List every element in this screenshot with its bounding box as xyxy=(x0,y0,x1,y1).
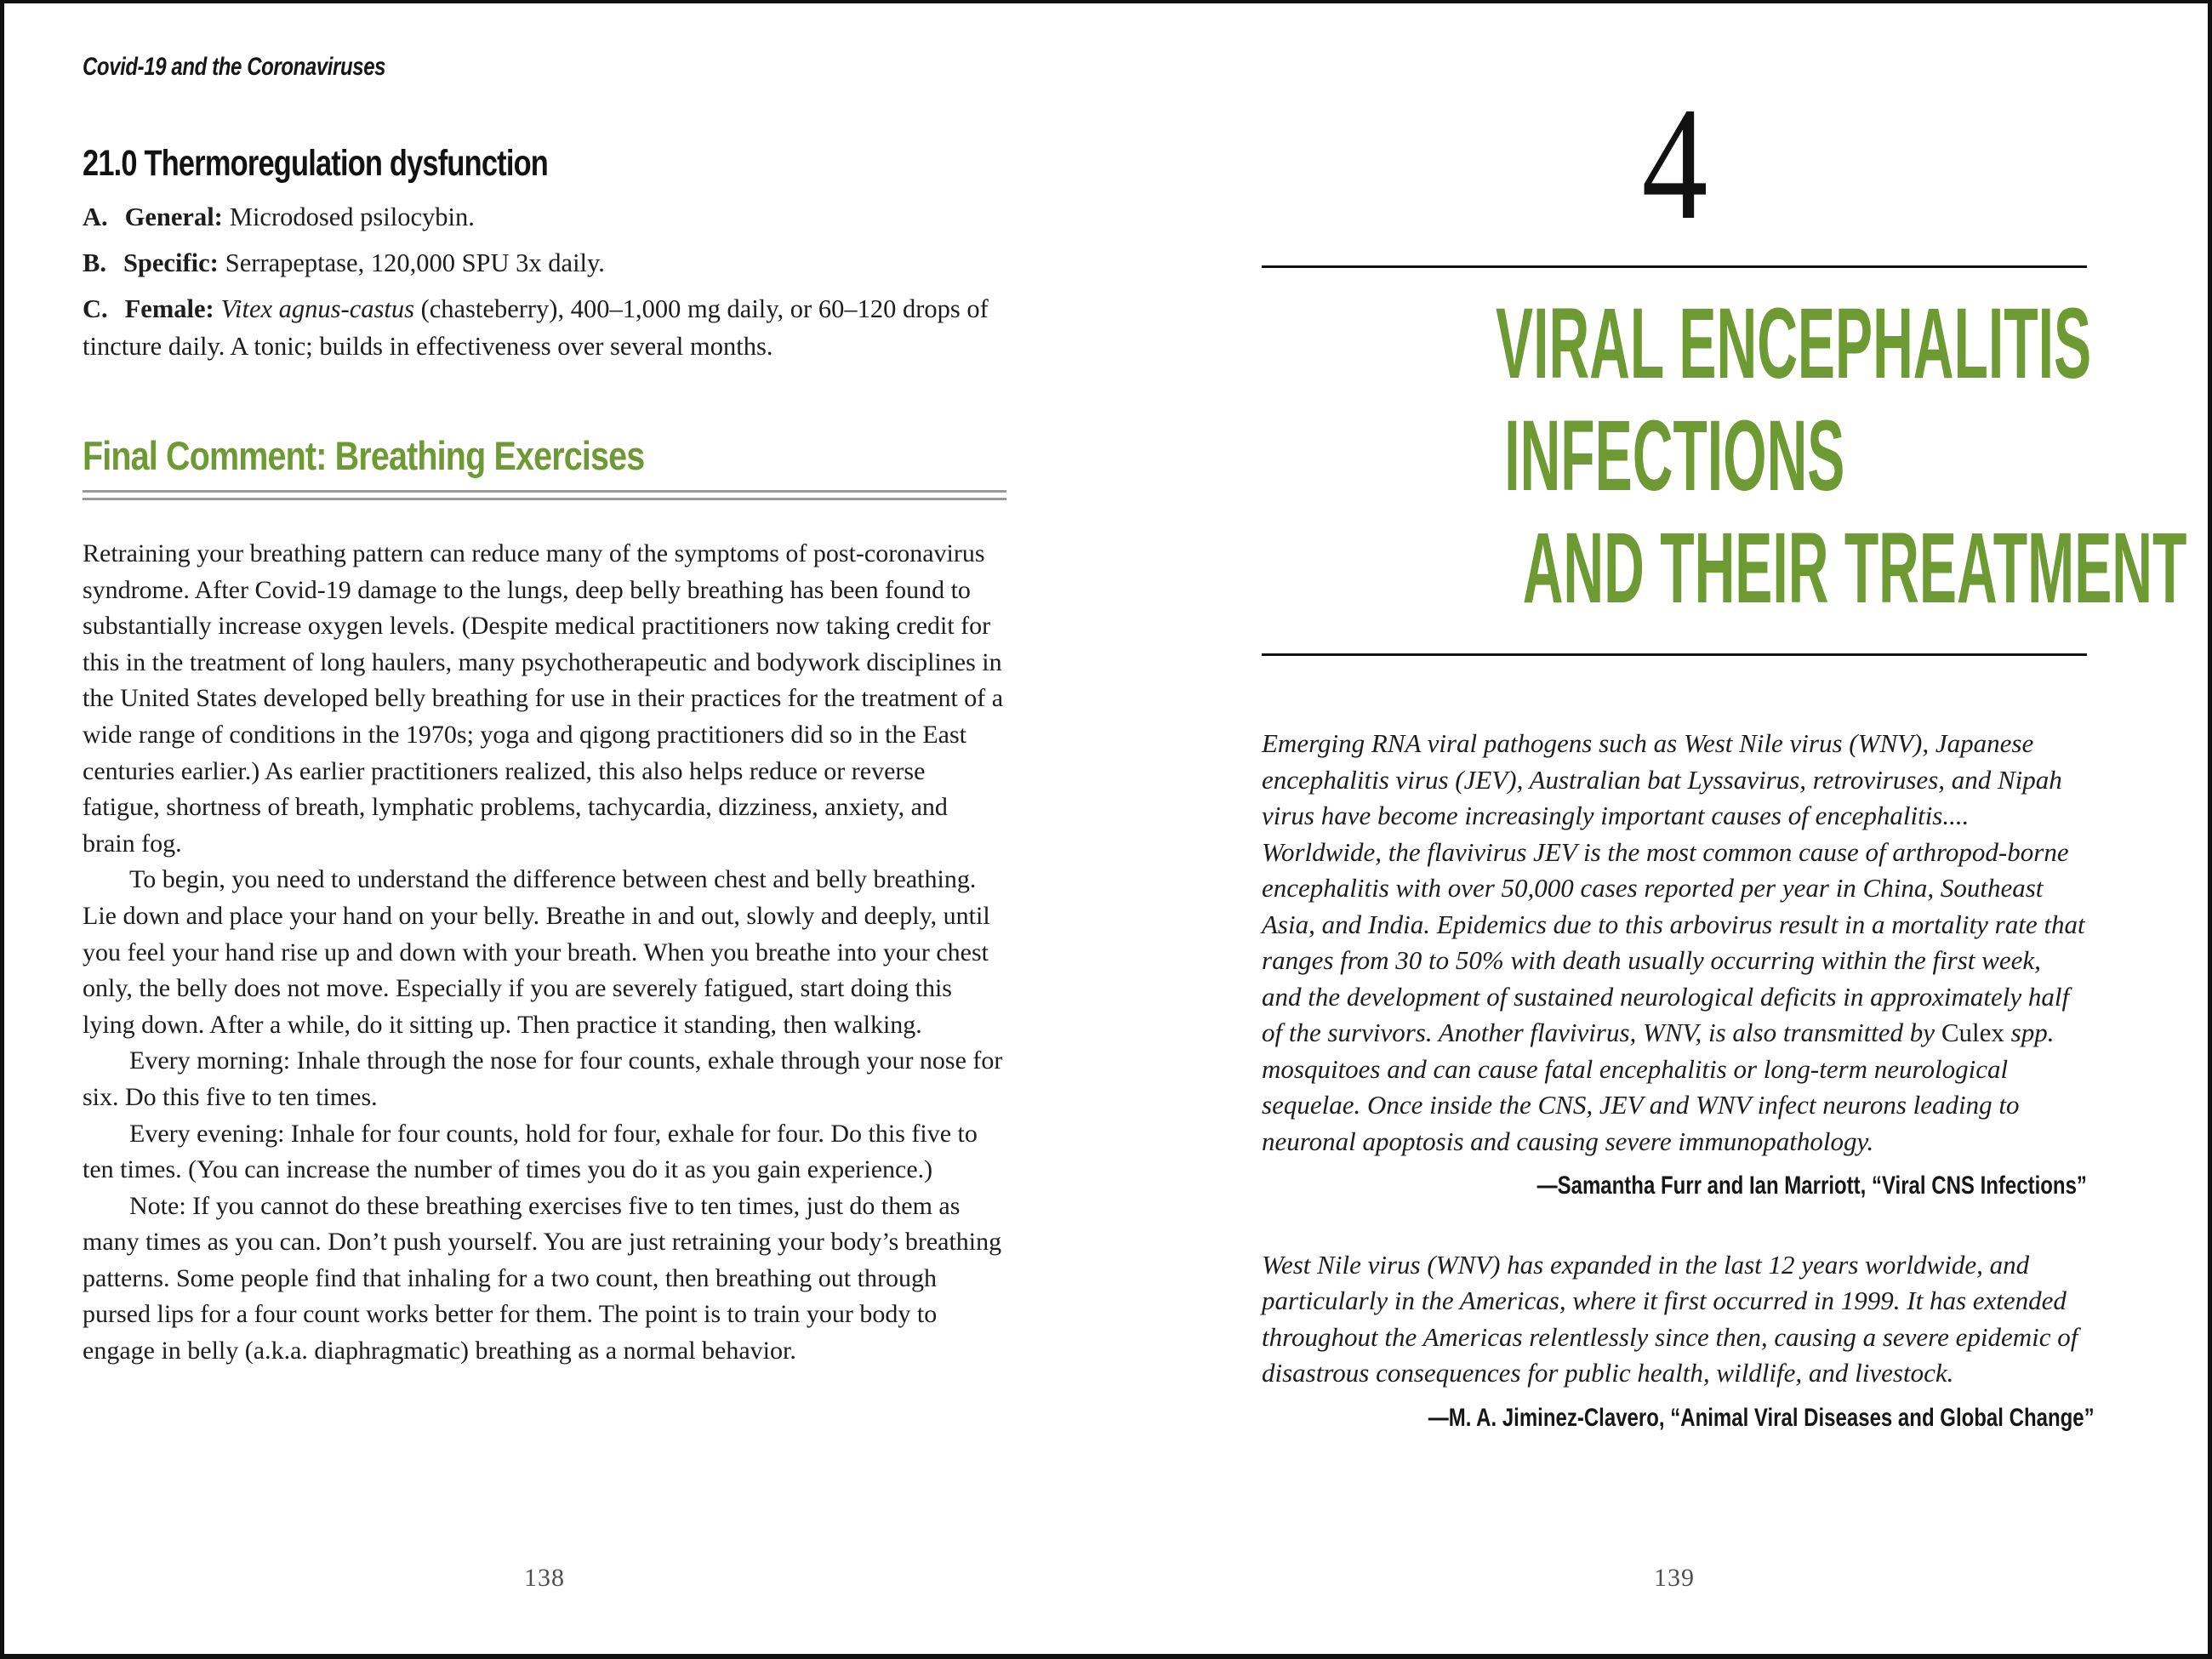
item-label: C. xyxy=(83,294,108,323)
section-heading xyxy=(83,143,664,185)
item-text: Serrapeptase, 120,000 SPU 3x daily. xyxy=(225,248,605,277)
chapter-title-line xyxy=(1262,288,2092,400)
running-head-text: Covid-19 and the Coronaviruses xyxy=(83,53,386,81)
page-number-right: 139 xyxy=(1654,1564,1695,1592)
remedy-list xyxy=(83,198,1006,373)
running-head xyxy=(83,53,461,82)
item-term: Female: xyxy=(124,294,214,323)
chapter-number-text: 4 xyxy=(1641,75,1707,254)
epigraph-block xyxy=(1262,726,2095,1436)
list-item-b xyxy=(83,244,1006,282)
rule-line xyxy=(83,498,1006,500)
item-term: General: xyxy=(124,202,223,231)
chapter-title-text: AND THEIR TREATMENT xyxy=(1522,512,2187,624)
chapter-title-line xyxy=(1262,400,2087,512)
title-rule-top xyxy=(1262,265,2087,268)
paragraph: Every evening: Inhale for four counts, hold for four, exhale for four. Do this five to ten times. (You can increase the number of times you do it as you gain experience.) xyxy=(83,1119,978,1184)
chapter-title-line xyxy=(1262,512,2187,624)
epigraph-2: West Nile virus (WNV) has expanded in the last 12 years worldwide, and particularly in the Americas, where it first occurred in 1999. It has extended throughout the Americas relentlessly since then, causing a severe epidemic of disastrous consequences for public health, wildlife, and livestock. xyxy=(1262,1249,2078,1388)
genus-name: Culex xyxy=(1941,1018,2004,1047)
page-number-left: 138 xyxy=(524,1564,565,1592)
scan-border-right xyxy=(2208,0,2212,1659)
scan-border-left xyxy=(0,0,4,1659)
epigraph-text: Emerging RNA viral pathogens such as West Nile virus (WNV), Japanese encephalitis virus (JEV), Australian bat Lyssavirus, retroviruses, and Nipah virus have become increasingly important causes of encephalitis.... Worldwide, the flavivirus JEV is the most common cause of arthropod-borne encephalitis with over 50,000 cases reported per year in China, Southeast Asia, and India. Epidemics due to this arbovirus result in a mortality rate that ranges from 30 to 50% with death usually occurring within the first week, and the development of sustained neurological deficits in approximately half of the survivors. Another flavivirus, WNV, is also transmitted by xyxy=(1262,728,2085,1047)
paragraph: Every morning: Inhale through the nose for four counts, exhale through your nose for six. Do this five to ten times. xyxy=(83,1046,1003,1111)
subsection-heading-text: Final Comment: Breathing Exercises xyxy=(83,433,645,478)
attribution-text: —Samantha Furr and Ian Marriott, “Viral CNS Infections” xyxy=(1536,1172,2087,1200)
rule-line xyxy=(83,490,1006,493)
double-rule xyxy=(83,490,1006,505)
title-rule-bottom xyxy=(1262,653,2087,656)
list-item-c xyxy=(83,290,1006,365)
item-latin-name: Vitex agnus-castus xyxy=(220,294,414,323)
scan-border-top xyxy=(0,0,2212,3)
subsection-heading xyxy=(83,432,751,479)
chapter-title-text: VIRAL ENCEPHALITIS xyxy=(1496,288,2092,400)
chapter-title xyxy=(1262,288,2187,624)
item-label: B. xyxy=(83,248,106,277)
section-heading-text: 21.0 Thermoregulation dysfunction xyxy=(83,143,549,184)
item-text xyxy=(414,294,421,323)
epigraph-1 xyxy=(1262,726,2087,1160)
scan-border-bottom xyxy=(0,1654,2212,1659)
item-text: (chasteberry), 400–1,000 mg daily, or 60–120 drops of tincture daily. A tonic; builds in effectiveness over several months. xyxy=(83,294,989,361)
list-item-a xyxy=(83,198,1006,236)
paragraph: To begin, you need to understand the difference between chest and belly breathing. Lie down and place your hand on your belly. Breathe in and out, slowly and deeply, until you feel your hand rise up and down with your breath. When you breathe into your chest only, the belly does not move. Especially if you are severely fatigued, start doing this lying down. After a while, do it sitting up. Then practice it standing, then walking. xyxy=(83,865,990,1039)
epigraph-attribution-1 xyxy=(1262,1168,2087,1205)
item-term: Specific: xyxy=(123,248,219,277)
item-label: A. xyxy=(83,202,108,231)
body-text xyxy=(83,536,1006,1370)
paragraph: Retraining your breathing pattern can reduce many of the symptoms of post-coronavirus syndrome. After Covid-19 damage to the lungs, deep belly breathing has been found to substantially increase oxygen levels. (Despite medical practitioners now taking credit for this in the treatment of long haulers, many psychotherapeutic and bodywork disciplines in the United States developed belly breathing for use in their practices for the treatment of a wide range of conditions in the 1970s; yoga and qigong practitioners did so in the East centuries earlier.) As earlier practitioners realized, this also helps reduce or reverse fatigue, shortness of breath, lymphatic problems, tachycardia, dizziness, anxiety, and brain fog. xyxy=(83,539,1004,858)
item-text: Microdosed psilocybin. xyxy=(229,202,475,231)
epigraph-attribution-2 xyxy=(1262,1400,2095,1437)
chapter-title-text: INFECTIONS xyxy=(1503,400,1845,512)
paragraph: Note: If you cannot do these breathing exercises five to ten times, just do them as many times as you can. Don’t push yourself. You are just retraining your body’s breathing patterns. Some people find that inhaling for a two count, then breathing out through pursed lips for a four count works better for them. The point is to train your body to engage in belly (a.k.a. diaphragmatic) breathing as a normal behavior. xyxy=(83,1191,1002,1365)
chapter-number xyxy=(1262,75,2087,254)
epigraph-text: spp. mosquitoes and can cause fatal encephalitis or long-term neurological sequelae. Once inside the CNS, JEV and WNV infect neurons leading to neuronal apoptosis and causing severe immunopathology. xyxy=(1262,1018,2055,1156)
attribution-text: —M. A. Jiminez-Clavero, “Animal Viral Diseases and Global Change” xyxy=(1428,1403,2095,1432)
